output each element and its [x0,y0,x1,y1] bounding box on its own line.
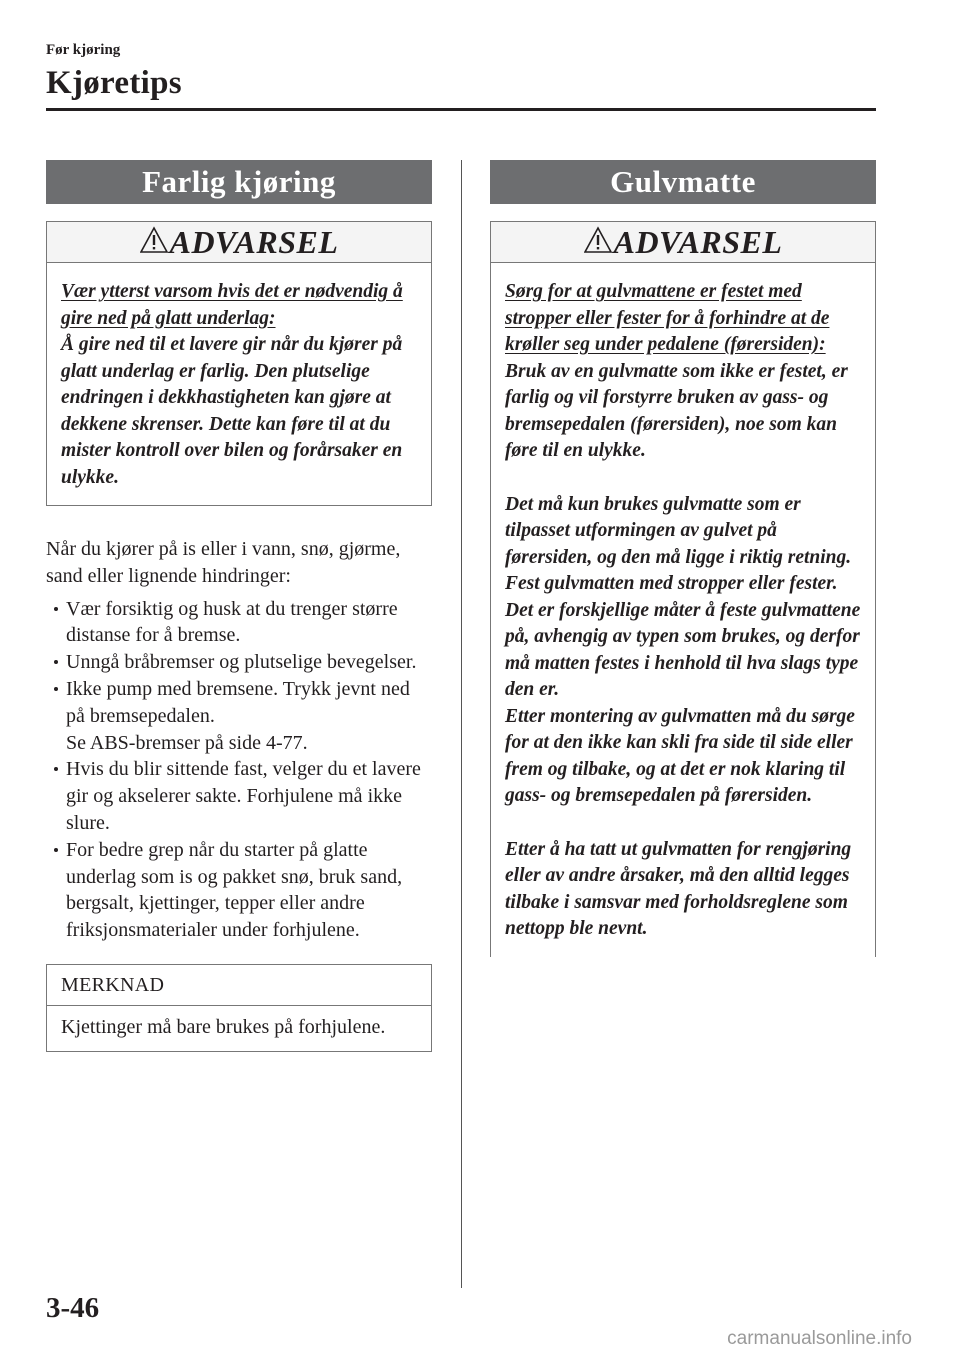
warning-paragraph: Det må kun brukes gulvmatte som er tilpasset utformingen av gulvet på førersiden, og den må ligge i riktig retning. [505,493,852,568]
watermark: carmanualsonline.info [727,1328,912,1349]
right-column [490,160,876,957]
column-divider [461,160,462,1288]
bullet-dot-icon [54,767,58,771]
warning-paragraph: Bruk av en gulvmatte som ikke er festet, er farlig og vil forstyrre bruken av gass- og bremsepedalen (førersiden), noe som kan føre til en ulykke. [505,360,848,461]
header-rule [46,108,876,111]
section-band-dangerous-driving: Farlig kjøring [46,160,432,204]
warning-paragraph: Etter å ha tatt ut gulvmatten for rengjøring eller av andre årsaker, må den alltid legges tilbake i samsvar med forholdsreglene som nettopp ble nevnt. [505,838,852,939]
warning-paragraph: Det er forskjellige måter å feste gulvmattene på, avhengig av typen som brukes, og derfor må matten festes i henhold til hva slags type den er. [505,599,861,700]
warning-box-right [490,221,876,957]
chapter-title: Kjøretips [46,65,182,101]
section-band-floor-mat: Gulvmatte [490,160,876,204]
tips-list [46,596,432,944]
bullet-dot-icon [54,607,58,611]
warning-body [491,263,875,957]
page-header [46,42,876,102]
warning-lead: Sørg for at gulvmattene er festet med stropper eller fester for å forhindre at de krøller seg under pedalene (førersiden): [505,281,830,355]
page-number: 3-46 [46,1292,100,1324]
note-text: Kjettinger må bare brukes på forhjulene. [61,1015,386,1038]
warning-triangle-icon [140,226,168,254]
list-item: Vær forsiktig og husk at du trenger større distanse for å bremse. [46,596,432,650]
list-item: Hvis du blir sittende fast, velger du et lavere gir og akselerer sakte. Forhjulene må ikke slure. [46,756,432,836]
list-item: Ikke pump med bremsene. Trykk jevnt ned på bremsepedalen. Se ABS-bremser på side 4-77. [46,676,432,756]
paragraph-gap [505,810,861,837]
warning-body [47,263,431,505]
warning-title: ADVARSEL [613,223,783,260]
bullet-dot-icon [54,660,58,664]
bullet-dot-icon [54,848,58,852]
section-label: Før kjøring [46,42,121,58]
list-item: For bedre grep når du starter på glatte underlag som is og pakket snø, bruk sand, bergsalt, kjettinger, tepper eller andre friksjonsmaterialer under forhjulene. [46,837,432,944]
abs-reference: Se ABS-bremser på side 4-77. [66,731,308,754]
paragraph-gap [505,465,861,492]
warning-lead: Vær ytterst varsom hvis det er nødvendig å gire ned på glatt underlag: [61,281,403,329]
warning-header [491,222,875,263]
warning-triangle-icon [584,226,612,254]
warning-paragraph: Etter montering av gulvmatten må du sørge for at den ikke kan skli fra side til side eller frem og tilbake, og at det er nok klaring til gass- og bremsepedalen på førersiden. [505,705,855,806]
warning-text: Å gire ned til et lavere gir når du kjører på glatt underlag er farlig. Den plutselige endringen i dekkhastigheten kan gjøre at dekkene skrenser. Dette kan føre til at du mister kontroll over bilen og forårsaker en ulykke. [61,334,403,488]
warning-title: ADVARSEL [169,223,339,260]
note-box [46,964,432,1052]
warning-header [47,222,431,263]
warning-paragraph: Fest gulvmatten med stropper eller fester. [505,573,838,594]
list-item: Unngå bråbremser og plutselige bevegelser. [46,649,432,676]
note-title: MERKNAD [47,965,431,1006]
left-column [46,160,432,1052]
bullet-dot-icon [54,687,58,691]
warning-box-left [46,221,432,506]
intro-paragraph: Når du kjører på is eller i vann, snø, gjørme, sand eller lignende hindringer: [46,538,401,587]
